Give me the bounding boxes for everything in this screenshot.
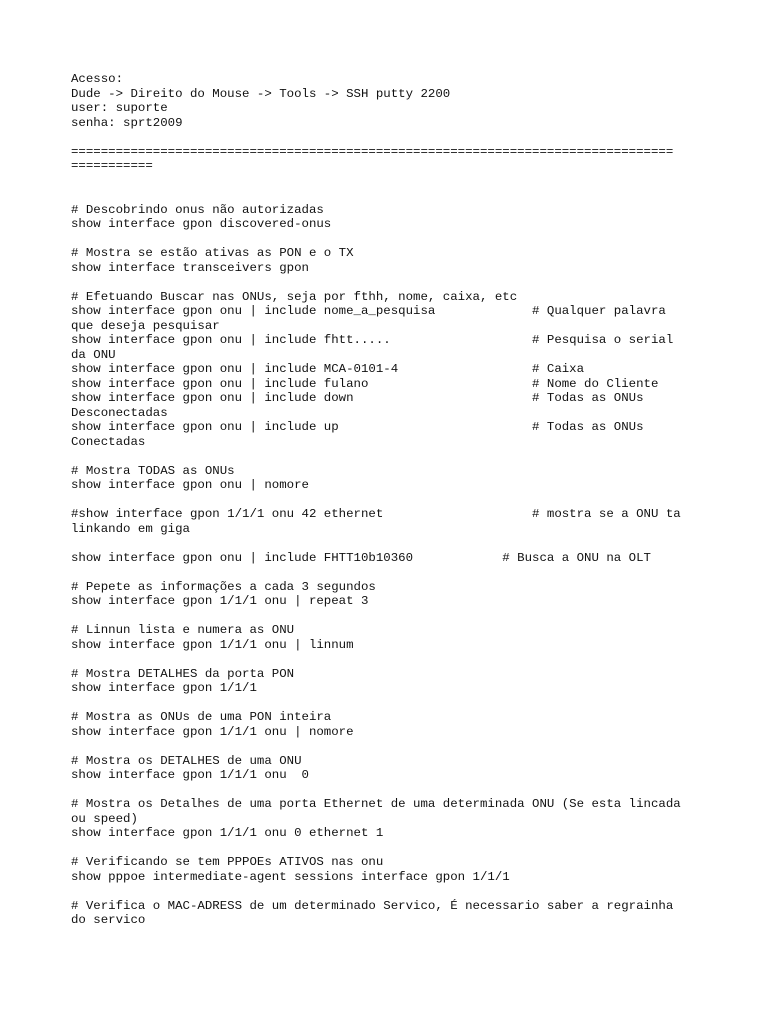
blank-line <box>71 449 711 464</box>
text-line: # Linnun lista e numera as ONU <box>71 623 295 637</box>
text-line: show interface gpon onu | include MCA-0101-4 # Caixa <box>71 362 585 376</box>
text-line: show interface gpon onu | include nome_a_pesquisa # Qualquer palavra <box>71 304 666 318</box>
text-line: linkando em giga <box>71 521 190 536</box>
blank-line <box>71 188 711 203</box>
blank-line <box>71 884 711 899</box>
text-line: # Mostra as ONUs de uma PON inteira <box>71 710 332 724</box>
blank-line <box>71 536 711 551</box>
blank-line <box>71 652 711 667</box>
text-line: # Pepete as informações a cada 3 segundos <box>71 579 376 594</box>
text-line: # Mostra se estão ativas as PON e o TX <box>71 246 354 260</box>
text-line: show interface gpon 1/1/1 onu | repeat 3 <box>71 594 369 608</box>
text-line: ou speed) <box>71 811 138 826</box>
blank-line <box>71 493 711 508</box>
text-line: #show interface gpon 1/1/1 onu 42 ethernet # mostra se a ONU ta <box>71 507 681 521</box>
blank-line <box>71 130 711 145</box>
text-line: # Mostra os DETALHES de uma ONU <box>71 753 302 768</box>
blank-line <box>71 783 711 798</box>
text-line: da ONU <box>71 347 116 362</box>
text-line: show interface gpon onu | include fhtt..... # Pesquisa o serial <box>71 333 674 347</box>
text-line: show interface gpon onu | include up # Todas as ONUs <box>71 420 644 434</box>
text-line: show interface gpon onu | include down # Todas as ONUs <box>71 391 644 405</box>
blank-line <box>71 565 711 580</box>
text-line: show interface gpon onu | include FHTT10b10360 # Busca a ONU na OLT <box>71 550 651 565</box>
text-line: user: suporte <box>71 101 168 115</box>
text-line: show interface gpon 1/1/1 onu 0 <box>71 768 309 782</box>
blank-line <box>71 232 711 247</box>
text-line: que deseja pesquisar <box>71 318 220 333</box>
text-line: senha: sprt2009 <box>71 115 183 130</box>
text-line: # Mostra TODAS as ONUs <box>71 463 235 478</box>
blank-line <box>71 275 711 290</box>
blank-line <box>71 174 711 189</box>
blank-line <box>71 841 711 856</box>
text-line: show interface gpon 1/1/1 onu 0 ethernet 1 <box>71 826 384 840</box>
text-line: show interface gpon 1/1/1 onu | nomore <box>71 724 354 739</box>
text-line: do servico <box>71 913 146 927</box>
text-line: # Efetuando Buscar nas ONUs, seja por fthh, nome, caixa, etc <box>71 289 518 304</box>
text-line: ================================================================================= <box>71 144 674 159</box>
text-line: Conectadas <box>71 434 146 449</box>
text-line: show interface gpon onu | nomore <box>71 478 309 492</box>
blank-line <box>71 609 711 624</box>
text-line: =========== <box>71 159 153 173</box>
blank-line <box>71 739 711 754</box>
text-line: show pppoe intermediate-agent sessions interface gpon 1/1/1 <box>71 869 510 884</box>
text-line: show interface gpon discovered-onus <box>71 217 332 231</box>
text-line: # Verifica o MAC-ADRESS de um determinado Servico, É necessario saber a regrainha <box>71 898 674 913</box>
text-line: # Descobrindo onus não autorizadas <box>71 202 324 217</box>
text-line: show interface gpon 1/1/1 onu | linnum <box>71 637 354 652</box>
text-line: # Mostra os Detalhes de uma porta Ethernet de uma determinada ONU (Se esta lincada <box>71 797 681 811</box>
text-line: Desconectadas <box>71 405 168 420</box>
text-line: show interface gpon onu | include fulano # Nome do Cliente <box>71 376 659 391</box>
text-line: show interface gpon 1/1/1 <box>71 681 257 695</box>
text-line: # Verificando se tem PPPOEs ATIVOS nas onu <box>71 855 384 869</box>
text-line: Dude -> Direito do Mouse -> Tools -> SSH putty 2200 <box>71 86 451 101</box>
document-page <box>71 72 711 928</box>
blank-line <box>71 696 711 711</box>
text-line: show interface transceivers gpon <box>71 260 309 275</box>
text-line: Acesso: <box>71 72 124 86</box>
text-line: # Mostra DETALHES da porta PON <box>71 666 295 681</box>
